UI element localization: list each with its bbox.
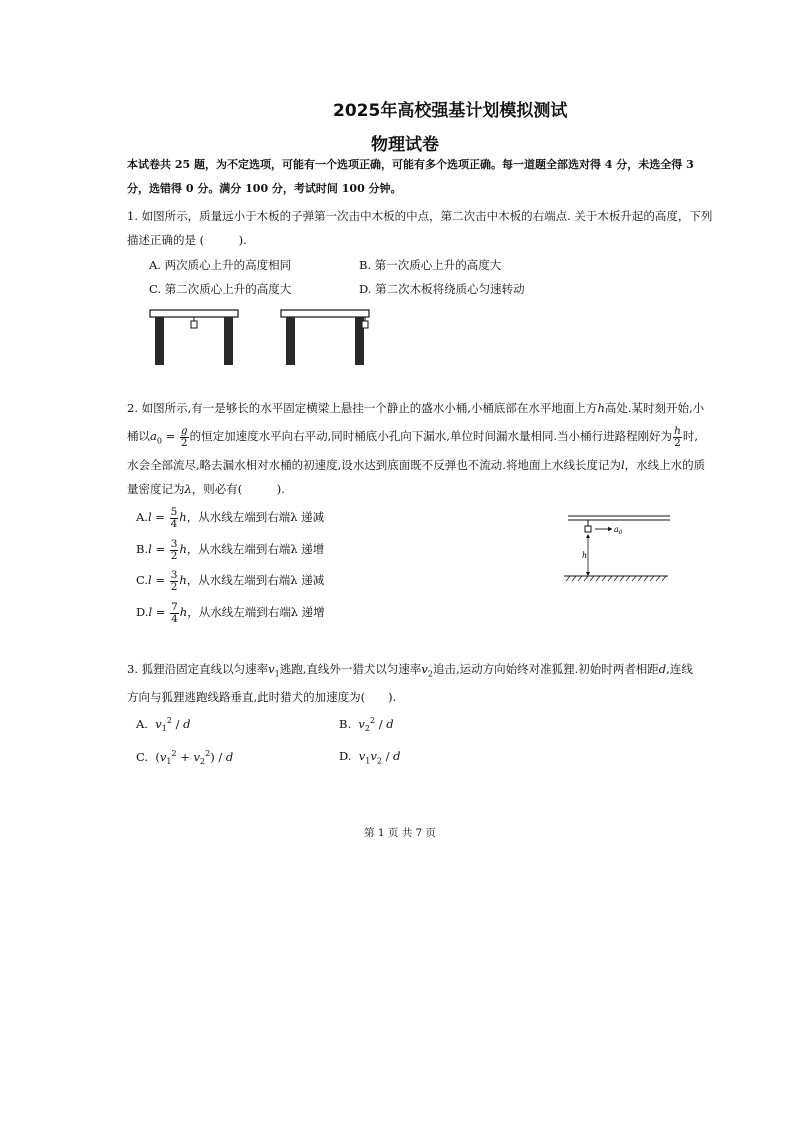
fig-h-label: h xyxy=(582,551,588,560)
fixed-beam xyxy=(568,516,670,520)
q1-figure xyxy=(145,306,375,366)
q2-option-b: B.l = $\frac{3}{2}$ h，从水线左端到右端λ 递增 xyxy=(136,537,325,562)
acceleration-arrow-icon xyxy=(595,527,613,531)
q2-figure xyxy=(558,508,678,588)
board-right xyxy=(281,310,369,365)
q1-stem-line-2: 描述正确的是 ( ). xyxy=(127,233,247,247)
q2-stem-line-1: 2. 如图所示,有一是够长的水平固定横梁上悬挂一个静止的盛水小桶,小桶底部在水平地面上方h高处.某时刻开始,小 xyxy=(127,401,705,415)
water-bucket xyxy=(585,526,591,532)
q2-stem-line-2: 桶以$a_0$ = $\frac{g}{2}$ 的恒定加速度水平向右平动,同时桶底小孔向下漏水,单位时间漏水量相同.当小桶行进路程刚好为 $\frac{h}{2}$ 时, xyxy=(127,424,699,449)
q2-option-d: D.l = $\frac{7}{4}$ h，从水线左端到右端λ 递增 xyxy=(136,600,325,625)
q2-option-a: A.l = $\frac{5}{4}$ h，从水线左端到右端λ 递减 xyxy=(136,505,325,530)
instructions-line-1: 本试卷共 25 题，为不定选项，可能有一个选项正确，可能有多个选项正确。每一道题全部选对得 4 分，未选全得 3 xyxy=(127,158,694,171)
instructions-line-2: 分，选错得 0 分。满分 100 分，考试时间 100 分钟。 xyxy=(127,182,402,195)
q1-option-d: D. 第二次木板将绕质心匀速转动 xyxy=(359,282,525,296)
q3-stem-line-2: 方向与狐狸逃跑线路垂直,此时猎犬的加速度为( ). xyxy=(127,690,397,704)
q2-stem-line-4: 量密度记为λ，则必有( ). xyxy=(127,482,285,496)
q1-option-b: B. 第一次质心上升的高度大 xyxy=(359,258,502,272)
q3-option-d: D. $v_1v_2$ / d xyxy=(339,749,401,766)
fraction-g-over-2: $\frac{g}{2}$ xyxy=(180,424,188,449)
q1-option-a: A. 两次质心上升的高度相同 xyxy=(149,258,292,272)
q3-option-c: C. $(v_1^2 + v_2^2) / d$ xyxy=(136,749,234,767)
q3-stem-line-1: 3. 狐狸沿固定直线以匀速率$v_1$逃跑,直线外一猎犬以匀速率$v_2$追击,运动方向始终对准狐狸.初始时两者相距d,连线 xyxy=(127,662,693,679)
fig-a0-label: $a_0$ xyxy=(614,525,623,536)
q2-stem-line-3: 水会全部流尽,略去漏水相对水桶的初速度,设水达到底面既不反弹也不流动.将地面上水线长度记为l，水线上水的质 xyxy=(127,458,706,472)
q2-option-c: C.l = $\frac{3}{2}$ h，从水线左端到右端λ 递减 xyxy=(136,568,325,593)
exam-title: 2025年高校强基计划模拟测试 xyxy=(333,101,568,121)
q3-option-a: A. $v_1^2$ / d xyxy=(136,716,191,734)
ground xyxy=(564,576,668,581)
fraction-h-over-2: $\frac{h}{2}$ xyxy=(674,424,681,449)
q1-stem-line-1: 1. 如图所示，质量远小于木板的子弹第一次击中木板的中点，第二次击中木板的右端点. 关于木板升起的高度，下列 xyxy=(127,209,713,223)
q3-option-b: B. $v_2^2$ / d xyxy=(339,716,394,734)
board-left xyxy=(150,310,238,365)
page-number: 第 1 页 共 7 页 xyxy=(364,827,437,839)
q1-option-c: C. 第二次质心上升的高度大 xyxy=(149,282,292,296)
exam-subtitle: 物理试卷 xyxy=(371,135,439,155)
